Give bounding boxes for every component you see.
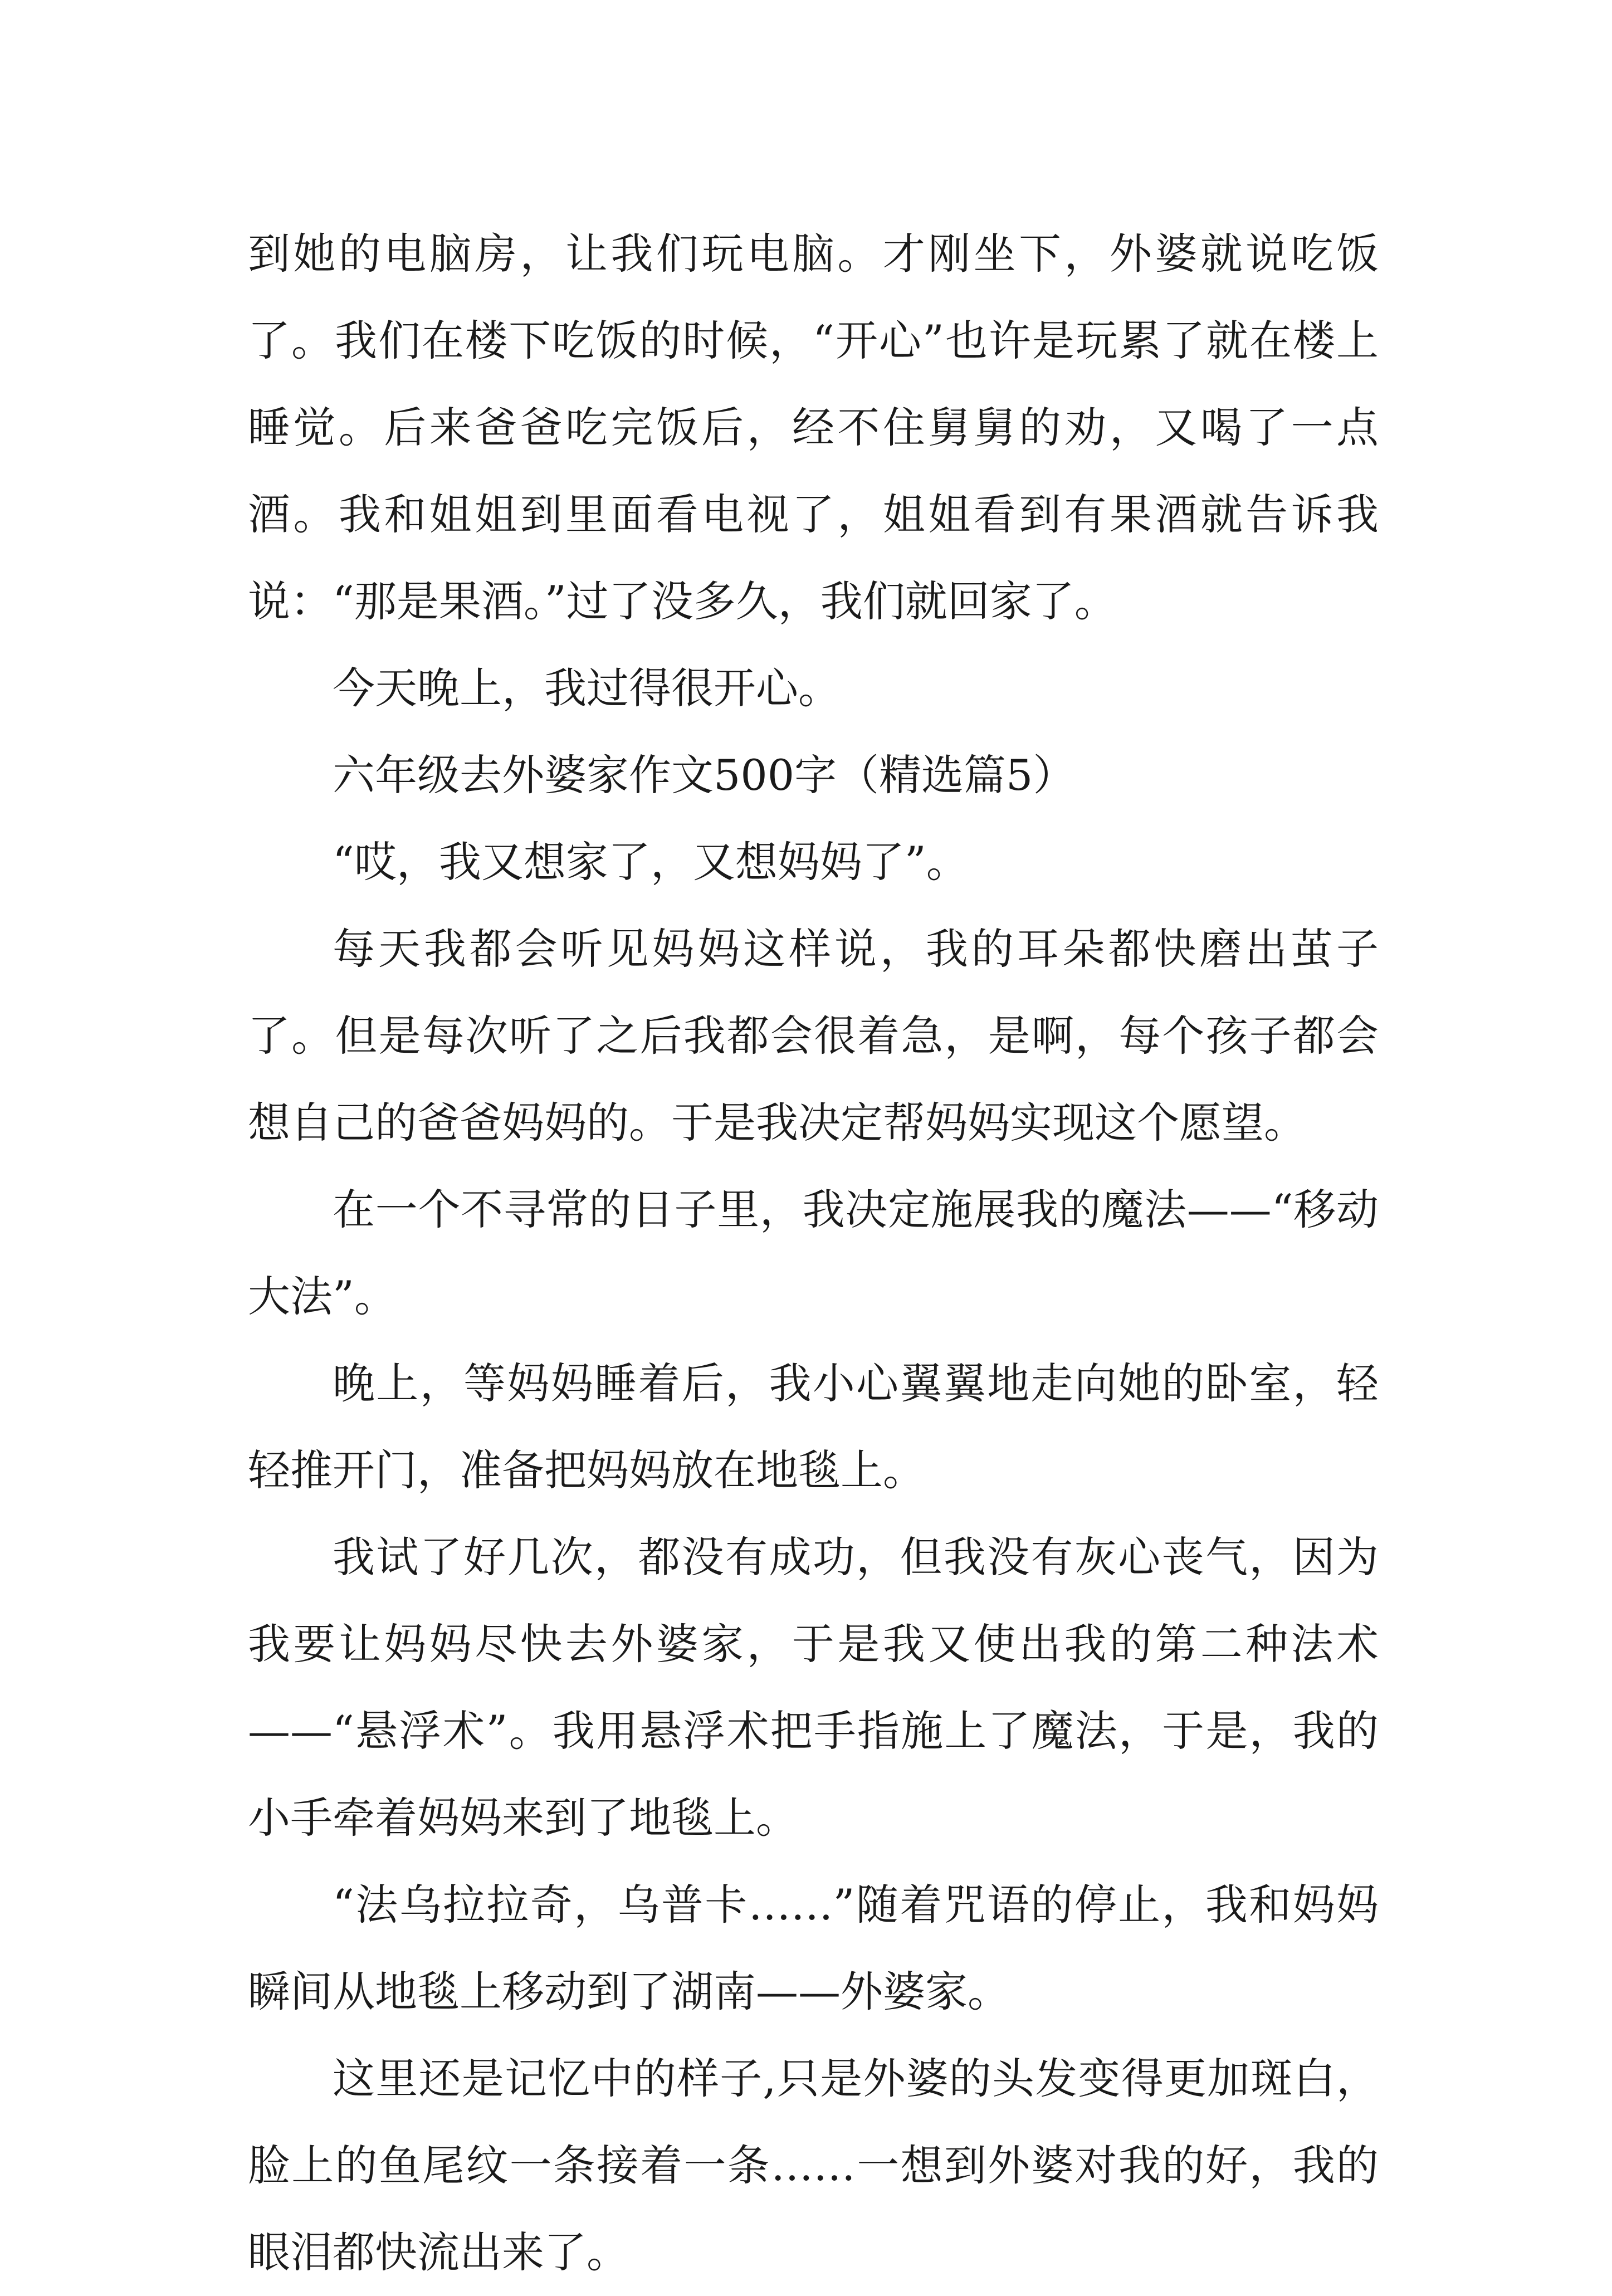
paragraph: 今天晚上，我过得很开心。	[333, 663, 841, 713]
paragraph: 这里还是记忆中的样子,只是外婆的头发变得更加斑白，脸上的鱼尾纹一条接着一条……一想到外婆对我的好，我的眼泪都快流出来了。	[248, 2054, 1379, 2277]
paragraph: 我试了好几次，都没有成功，但我没有灰心丧气，因为我要让妈妈尽快去外婆家，于是我又使出我的第二种法术——“悬浮术”。我用悬浮术把手指施上了魔法，于是，我的小手牵着妈妈来到了地毯上。	[248, 1532, 1379, 1843]
paragraph-continuation: 到她的电脑房，让我们玩电脑。才刚坐下，外婆就说吃饭了。我们在楼下吃饭的时候，“开心”也许是玩累了就在楼上睡觉。后来爸爸吃完饭后，经不住舅舅的劝，又喝了一点酒。我和姐姐到里面看电视了，姐姐看到有果酒就告诉我说：“那是果酒。”过了没多久，我们就回家了。	[248, 229, 1379, 626]
section-heading: 六年级去外婆家作文500字（精选篇5）	[333, 750, 1076, 800]
paragraph: 在一个不寻常的日子里，我决定施展我的魔法——“移动大法”。	[248, 1185, 1379, 1321]
document-body	[248, 211, 1379, 2296]
paragraph: 晚上，等妈妈睡着后，我小心翼翼地走向她的卧室，轻轻推开门，准备把妈妈放在地毯上。	[248, 1359, 1379, 1495]
paragraph: “哎，我又想家了，又想妈妈了”。	[333, 837, 969, 887]
paragraph: 每天我都会听见妈妈这样说，我的耳朵都快磨出茧子了。但是每次听了之后我都会很着急，是啊，每个孩子都会想自己的爸爸妈妈的。于是我决定帮妈妈实现这个愿望。	[248, 924, 1379, 1147]
paragraph: “法乌拉拉奇，乌普卡……”随着咒语的停止，我和妈妈瞬间从地毯上移动到了湖南——外婆家。	[248, 1880, 1379, 2016]
